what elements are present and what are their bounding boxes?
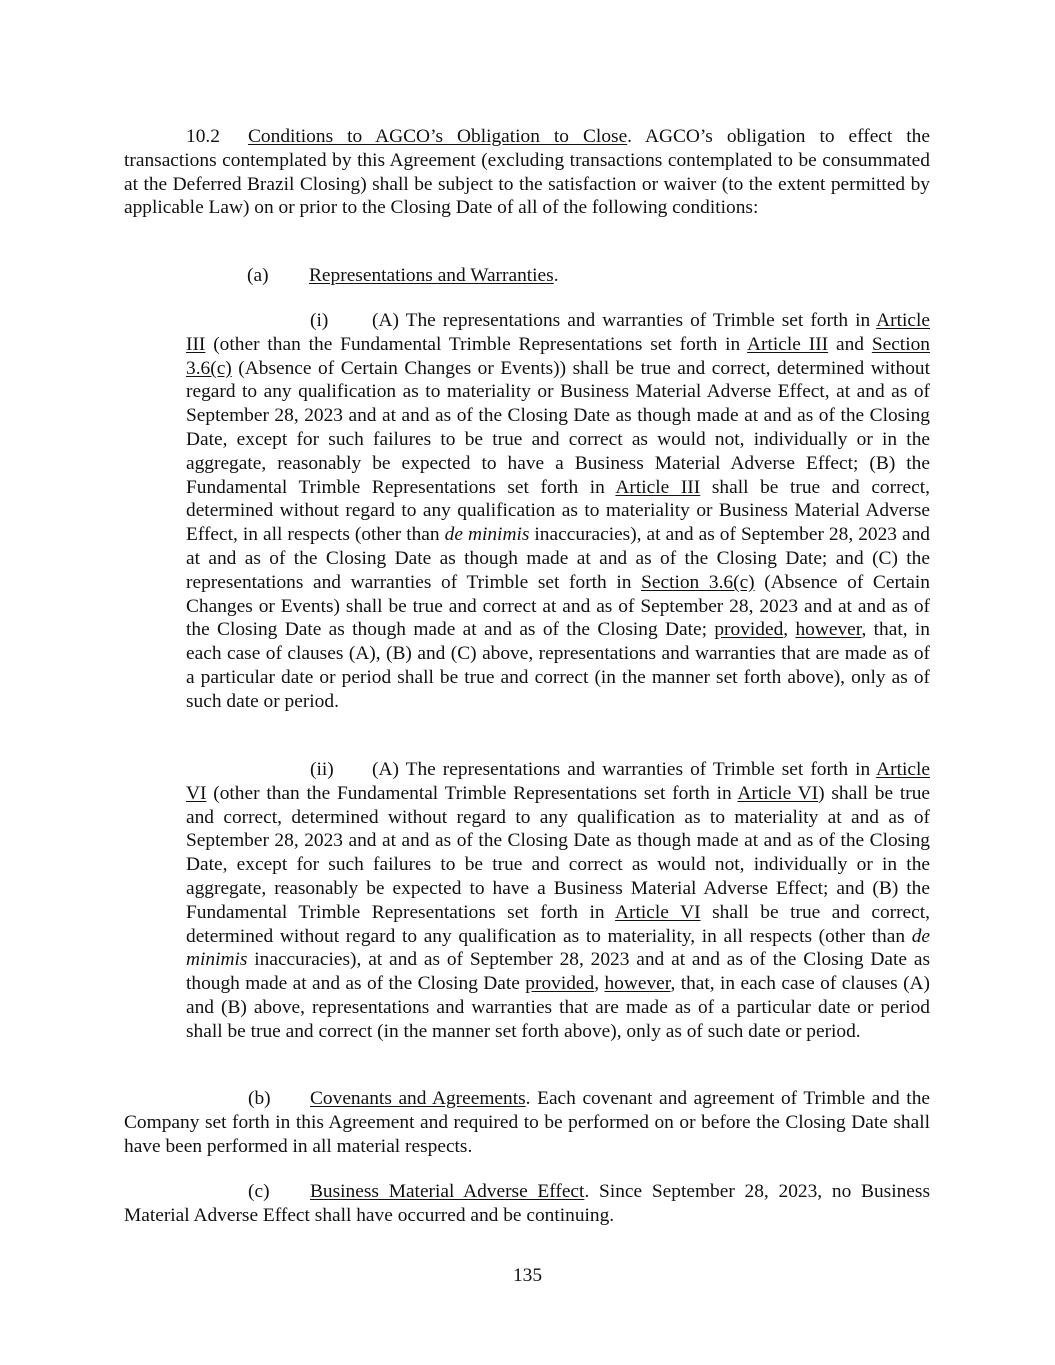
clause-a-period: . xyxy=(553,265,559,286)
clause-a-heading: Representations and Warranties xyxy=(309,265,554,286)
clause-b-paragraph xyxy=(124,1087,930,1158)
clause-text: inaccuracies), at and as of September 28, 2023 and at and as of the Closing Date as though made at and as of the Closing Date; and (C) the representations and warranties of Trimble set forth in xyxy=(186,524,931,593)
clause-a-ii-label: (ii) xyxy=(310,759,334,780)
clause-c-label: (c) xyxy=(248,1181,270,1202)
clause-c-heading: Business Material Adverse Effect xyxy=(310,1181,585,1202)
proviso-term: provided xyxy=(525,973,595,995)
clause-text: (other than the Fundamental Trimble Representations set forth in xyxy=(206,782,738,804)
proviso-term: however xyxy=(604,973,671,995)
proviso-term: however xyxy=(795,619,862,641)
cross-reference: Section 3.6(c) xyxy=(186,333,930,379)
clause-text: inaccuracies), at and as of September 28, 2023 and at and as of the Closing Date as though made at and as of the Closing Date xyxy=(186,949,930,995)
section-body: AGCO’s obligation to effect the transactions contemplated by this Agreement (excluding transactions contemplated to be consummated at the Deferred Brazil Closing) shall be subject to the satisfaction or waiver (to the extent permitted by applicable Law) on or prior to the Closing Date of all of the following conditions: xyxy=(124,126,930,219)
section-10-2-paragraph xyxy=(124,125,930,220)
cross-reference: Article VI xyxy=(615,901,701,923)
clause-c-body: . Since September 28, 2023, no Business Material Adverse Effect shall have occurred and be continuing. xyxy=(124,1181,930,1226)
cross-reference: Article III xyxy=(186,310,930,355)
clause-text: , that, in each case of clauses (A) and (B) above, representations and warranties that are made as of a particular date or period shall be true and correct (in the manner set forth above), only as of such date or period. xyxy=(186,973,930,1042)
proviso-term: provided xyxy=(714,619,784,641)
clause-a-i-paragraph xyxy=(186,309,930,714)
clause-c-paragraph xyxy=(124,1180,930,1228)
clause-text: (other than the Fundamental Trimble Representations set forth in xyxy=(205,333,748,355)
clause-a-ii-paragraph xyxy=(186,758,930,1044)
clause-b-label: (b) xyxy=(248,1088,271,1109)
clause-text: (A) The representations and warranties of Trimble set forth in xyxy=(372,759,877,780)
section-heading-period: . xyxy=(627,126,633,147)
cross-reference: Section 3.6(c) xyxy=(641,571,755,593)
page-number: 135 xyxy=(512,1265,543,1286)
italic-term: de minimis xyxy=(186,925,930,971)
italic-term: de minimis xyxy=(444,524,530,546)
clause-a-i-label: (i) xyxy=(310,310,329,331)
clause-text: (Absence of Certain Changes or Events)) shall be true and correct, determined without regard to any qualification as to materiality or Business Material Adverse Effect, at and as of September 28, 2023 and at and as of the Closing Date as though made at and as of the Closing Date, except for such failures to be true and correct as would not, individually or in the aggregate, reasonably be expected to have a Business Material Adverse Effect; (B) the Fundamental Trimble Representations set forth in xyxy=(186,357,930,498)
clause-text: , that, in each case of clauses (A), (B) and (C) above, representations and warranties that are made as of a particular date or period shall be true and correct (in the manner set forth above), only as of such date or period. xyxy=(186,619,930,712)
clause-text: shall be true and correct, determined without regard to any qualification as to materiality or Business Material Adverse Effect, in all respects (other than xyxy=(186,476,930,546)
clause-b-heading: Covenants and Agreements xyxy=(310,1088,526,1109)
section-heading: Conditions to AGCO’s Obligation to Close xyxy=(248,126,628,147)
clause-text: ) shall be true and correct, determined without regard to any qualification as to materiality at and as of September 28, 2023 and at and as of the Closing Date as though made at and as of the Closing Date, except for such failures to be true and correct as would not, individually or in the aggregate, reasonably be expected to have a Business Material Adverse Effect; and (B) the Fundamental Trimble Representations set forth in xyxy=(186,782,931,923)
section-number: 10.2 xyxy=(186,126,220,147)
cross-reference: Article III xyxy=(615,476,701,498)
clause-a-heading-paragraph xyxy=(247,264,930,288)
clause-text: shall be true and correct, determined without regard to any qualification as to materiality, in all respects (other than xyxy=(186,901,931,947)
clause-text: , xyxy=(783,619,796,641)
clause-text: and xyxy=(828,333,872,355)
cross-reference: Article III xyxy=(747,333,829,355)
cross-reference: Article VI xyxy=(186,759,930,804)
clause-text: (Absence of Certain Changes or Events) shall be true and correct at and as of September 28, 2023 and at and as of the Closing Date as though made at and as of the Closing Date; xyxy=(186,571,930,641)
clause-a-label: (a) xyxy=(247,265,269,286)
clause-b-body: . Each covenant and agreement of Trimble and the Company set forth in this Agreement and required to be performed on or before the Closing Date shall have been performed in all material respects. xyxy=(124,1088,930,1157)
clause-text: (A) The representations and warranties of Trimble set forth in xyxy=(372,310,877,331)
clause-text: , xyxy=(594,973,605,995)
cross-reference: Article VI xyxy=(737,782,819,804)
